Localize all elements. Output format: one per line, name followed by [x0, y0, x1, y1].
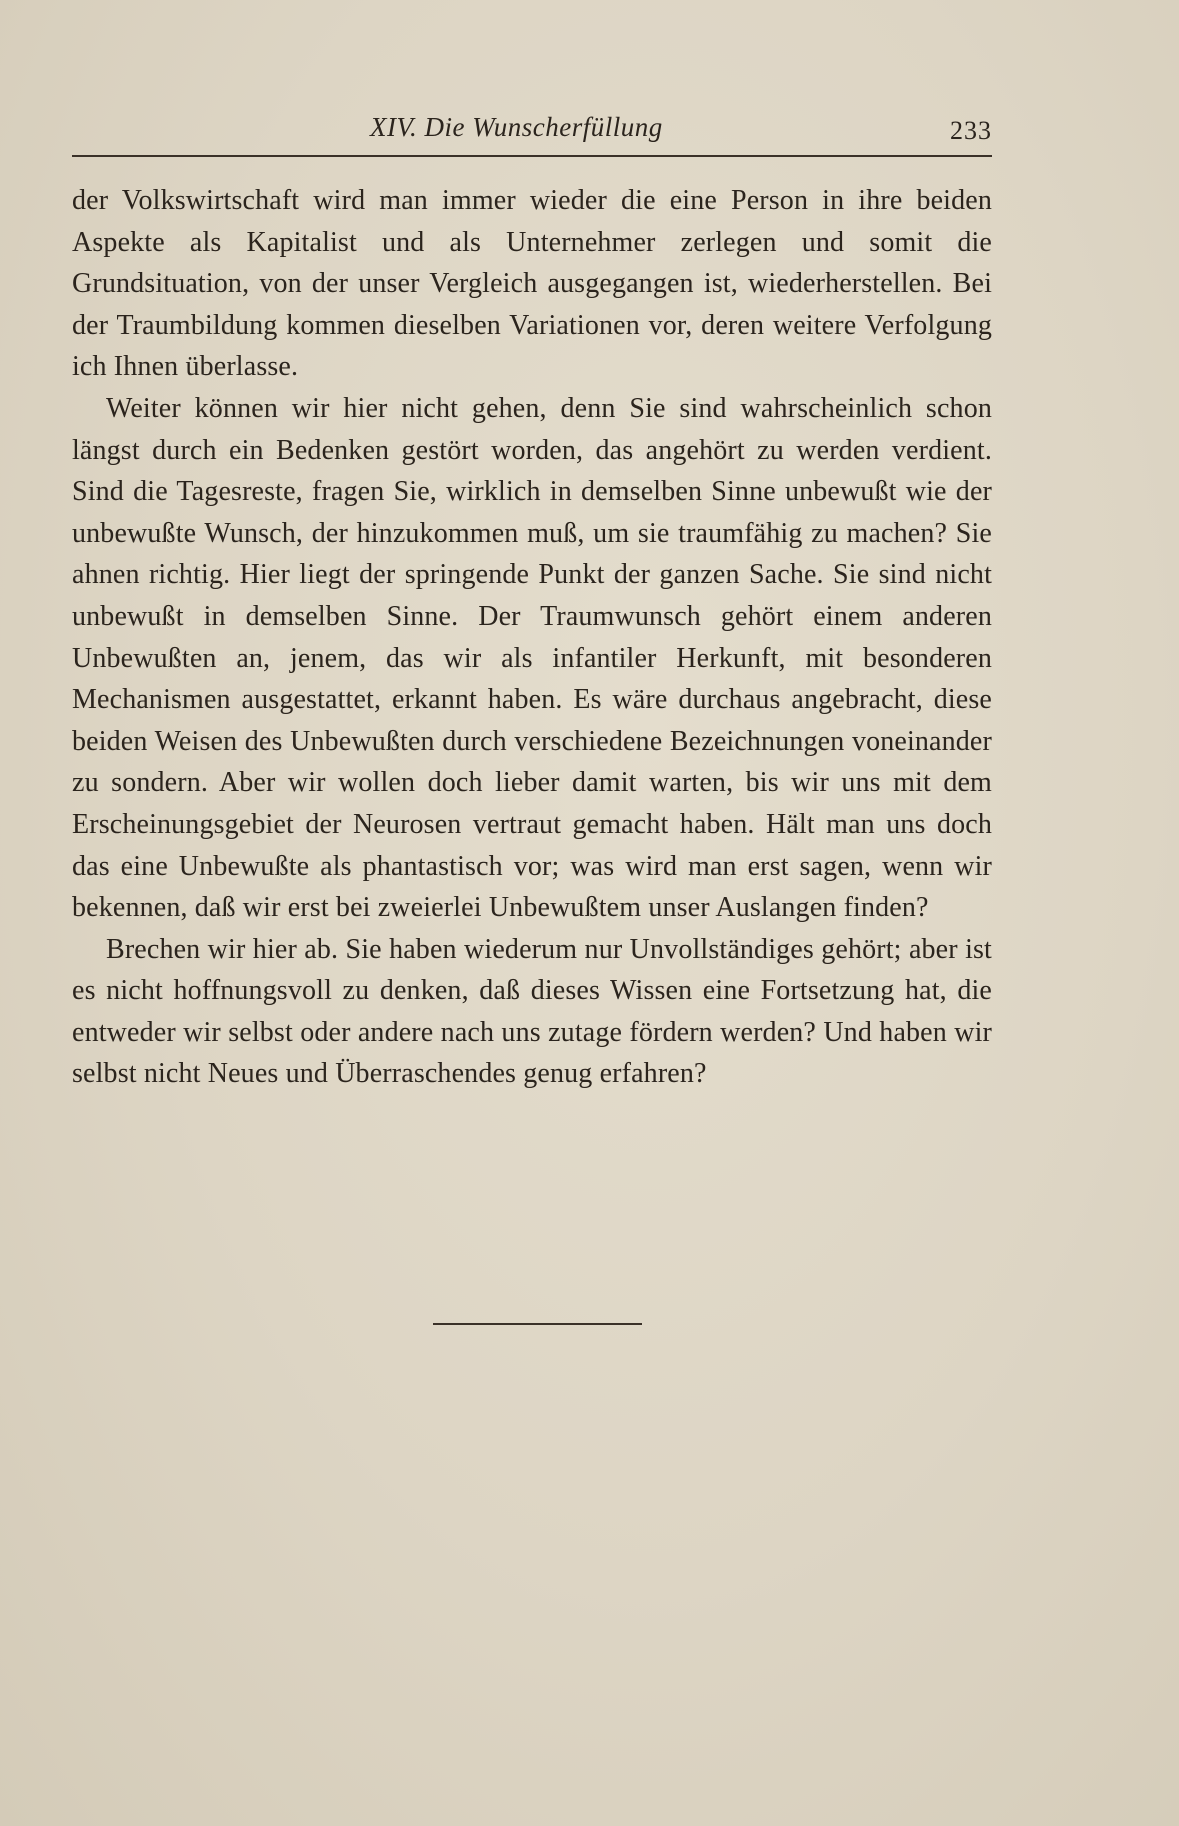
paragraph-continuation: der Volkswirtschaft wird man immer wieder die eine Person in ihre beiden Aspekte als Kapitalist und als Unternehmer zerlegen und somit die Grundsituation, von der unser Vergleich ausgegangen ist, wiederherstellen. Bei der Traumbildung kommen dieselben Variationen vor, deren weitere Verfolgung ich Ihnen überlasse. — [72, 185, 992, 383]
chapter-end-rule — [433, 1323, 642, 1325]
header-rule — [72, 155, 992, 157]
paragraph: Brechen wir hier ab. Sie haben wiederum nur Unvollständiges gehört; aber ist es nicht hoffnungsvoll zu denken, daß dieses Wissen eine Fortsetzung hat, die entweder wir selbst oder andere nach uns zutage fördern werden? Und haben wir selbst nicht Neues und Überraschendes genug erfahren? — [72, 933, 992, 1090]
page-number: 233 — [950, 116, 992, 145]
paragraph: Weiter können wir hier nicht gehen, denn Sie sind wahrscheinlich schon längst durch ein Bedenken gestört worden, das angehört zu werden verdient. Sind die Tagesreste, fragen Sie, wirklich in demselben Sinne unbewußt wie der unbewußte Wunsch, der hinzukommen muß, um sie traumfähig zu machen? Sie ahnen richtig. Hier liegt der springende Punkt der ganzen Sache. Sie sind nicht unbewußt in demselben Sinne. Der Traumwunsch gehört einem anderen Unbewußten an, jenem, das wir als infantiler Herkunft, mit besonderen Mechanismen ausgestattet, erkannt haben. Es wäre durchaus angebracht, diese beiden Weisen des Unbewußten durch verschiedene Bezeichnungen voneinander zu sondern. Aber wir wollen doch lieber damit warten, bis wir uns mit dem Erscheinungsgebiet der Neurosen vertraut gemacht haben. Hält man uns doch das eine Unbewußte als phantastisch vor; was wird man erst sagen, wenn wir bekennen, daß wir erst bei zweierlei Unbewußtem unser Auslangen finden? — [72, 392, 992, 924]
body-text — [72, 180, 992, 1095]
running-head — [72, 112, 992, 152]
running-title: XIV. Die Wunscherfüllung — [370, 112, 663, 142]
